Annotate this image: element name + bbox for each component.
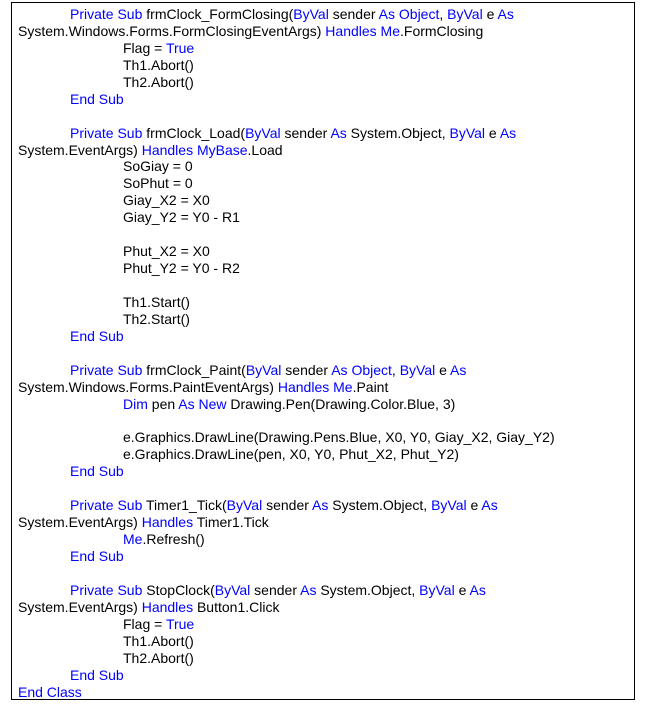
keyword-token: ByVal bbox=[245, 124, 281, 141]
code-token: .Load bbox=[247, 141, 283, 158]
code-token: Th2.Abort() bbox=[123, 649, 194, 666]
keyword-token: ByVal bbox=[449, 124, 486, 141]
code-line bbox=[18, 192, 634, 209]
code-token: Drawing.Pen(Drawing.Color.Blue, 3) bbox=[226, 395, 456, 412]
code-line bbox=[18, 446, 634, 463]
keyword-token: Private Sub bbox=[70, 581, 143, 598]
code-token: frmClock_Load( bbox=[142, 124, 246, 141]
code-token: , bbox=[439, 6, 448, 22]
code-line bbox=[18, 108, 634, 125]
code-line bbox=[18, 125, 634, 142]
keyword-token: As Object bbox=[378, 6, 440, 22]
keyword-token: ByVal bbox=[399, 361, 436, 378]
code-token: System.Object, bbox=[328, 497, 432, 514]
keyword-token: ByVal bbox=[245, 361, 282, 378]
code-token: e bbox=[454, 581, 470, 598]
code-line bbox=[18, 599, 634, 616]
code-token: sender bbox=[280, 124, 331, 141]
code-line bbox=[18, 497, 634, 514]
keyword-token: End Sub bbox=[70, 90, 124, 107]
code-token: sender bbox=[250, 581, 301, 598]
code-token: e.Graphics.DrawLine(pen, X0, Y0, Phut_X2, Phut_Y2) bbox=[123, 446, 459, 463]
code-token: sender bbox=[281, 361, 332, 378]
code-token: .Paint bbox=[352, 378, 389, 395]
keyword-token: As New bbox=[178, 395, 227, 412]
code-line bbox=[18, 548, 634, 565]
keyword-token: As bbox=[312, 497, 329, 514]
code-token: System.Object, bbox=[346, 124, 450, 141]
keyword-token: Handles Me bbox=[277, 378, 353, 395]
keyword-token: Dim bbox=[123, 395, 148, 412]
code-line bbox=[18, 158, 634, 175]
code-line bbox=[18, 616, 634, 633]
keyword-token: Handles MyBase bbox=[141, 141, 248, 158]
code-line bbox=[18, 175, 634, 192]
keyword-token: True bbox=[165, 615, 195, 632]
code-line bbox=[18, 277, 634, 294]
code-line bbox=[18, 667, 634, 684]
code-line bbox=[18, 294, 634, 311]
code-line bbox=[18, 57, 634, 74]
keyword-token: Handles bbox=[141, 514, 194, 531]
code-token: sender bbox=[328, 6, 379, 22]
code-token: System.Object, bbox=[316, 581, 420, 598]
code-token: , bbox=[391, 361, 400, 378]
code-line bbox=[18, 311, 634, 328]
code-token: e bbox=[485, 124, 500, 141]
code-line bbox=[18, 142, 634, 159]
code-token: Flag = bbox=[123, 615, 166, 632]
code-token: Button1.Click bbox=[193, 598, 280, 615]
code-token: .FormClosing bbox=[400, 22, 484, 39]
keyword-token: ByVal bbox=[226, 497, 263, 514]
keyword-token: ByVal bbox=[293, 6, 329, 22]
code-token: pen bbox=[147, 395, 179, 412]
code-line bbox=[18, 209, 634, 226]
code-token: Flag = bbox=[123, 39, 166, 56]
code-token: Giay_X2 = X0 bbox=[123, 192, 210, 209]
code-line bbox=[18, 514, 634, 531]
keyword-token: End Sub bbox=[70, 548, 124, 564]
keyword-token: Private Sub bbox=[70, 361, 143, 378]
keyword-token: Handles Me bbox=[325, 22, 400, 39]
code-line bbox=[18, 582, 634, 599]
keyword-token: As bbox=[330, 124, 347, 141]
code-line bbox=[18, 396, 634, 413]
keyword-token: Private Sub bbox=[70, 124, 143, 141]
code-token: StopClock( bbox=[142, 581, 215, 598]
code-token: frmClock_Paint( bbox=[142, 361, 246, 378]
code-token: e bbox=[482, 6, 498, 22]
code-token: frmClock_FormClosing( bbox=[142, 6, 294, 22]
code-token: System.Windows.Forms.FormClosingEventArgs) bbox=[18, 22, 326, 39]
keyword-token: Private Sub bbox=[70, 6, 143, 22]
code-token: Th1.Abort() bbox=[123, 632, 194, 649]
code-frame bbox=[11, 2, 635, 700]
code-token: e bbox=[466, 497, 482, 514]
keyword-token: ByVal bbox=[431, 497, 467, 514]
code-token: .Refresh() bbox=[142, 531, 205, 548]
code-line bbox=[18, 243, 634, 260]
code-line bbox=[18, 74, 634, 91]
code-line bbox=[18, 40, 634, 57]
code-token: System.Windows.Forms.PaintEventArgs) bbox=[18, 378, 278, 395]
keyword-token: ByVal bbox=[214, 581, 251, 598]
keyword-token: End Sub bbox=[70, 666, 124, 683]
code-line bbox=[18, 684, 634, 701]
code-token: Phut_X2 = X0 bbox=[123, 243, 210, 260]
keyword-token: End Class bbox=[18, 683, 82, 700]
code-line bbox=[18, 328, 634, 345]
code-line bbox=[18, 633, 634, 650]
keyword-token: As bbox=[450, 361, 467, 378]
keyword-token: As bbox=[497, 6, 514, 22]
code-line bbox=[18, 362, 634, 379]
keyword-token: As bbox=[481, 497, 498, 514]
keyword-token: ByVal bbox=[447, 6, 483, 22]
code-token: sender bbox=[262, 497, 313, 514]
code-token: Th2.Start() bbox=[123, 310, 190, 327]
code-token: e bbox=[435, 361, 451, 378]
code-listing bbox=[18, 6, 634, 700]
keyword-token: Private Sub bbox=[70, 497, 143, 514]
code-token: SoGiay = 0 bbox=[123, 158, 193, 175]
code-line bbox=[18, 463, 634, 480]
code-token: Th2.Abort() bbox=[123, 73, 194, 90]
code-token: Giay_Y2 = Y0 - R1 bbox=[123, 209, 240, 226]
keyword-token: End Sub bbox=[70, 463, 124, 480]
keyword-token: As bbox=[300, 581, 317, 598]
code-line bbox=[18, 429, 634, 446]
code-token: Timer1.Tick bbox=[193, 514, 269, 531]
code-token: System.EventArgs) bbox=[18, 598, 142, 615]
code-line bbox=[18, 480, 634, 497]
code-token: System.EventArgs) bbox=[18, 141, 142, 158]
code-token: Th1.Abort() bbox=[123, 56, 194, 73]
keyword-token: Me bbox=[123, 531, 143, 548]
code-line bbox=[18, 226, 634, 243]
code-token: e.Graphics.DrawLine(Drawing.Pens.Blue, X0, Y0, Giay_X2, Giay_Y2) bbox=[123, 429, 555, 446]
code-token: System.EventArgs) bbox=[18, 514, 142, 531]
code-line bbox=[18, 650, 634, 667]
code-line bbox=[18, 6, 634, 23]
keyword-token: ByVal bbox=[419, 581, 455, 598]
code-line bbox=[18, 260, 634, 277]
code-token: Th1.Start() bbox=[123, 293, 190, 310]
keyword-token: As bbox=[499, 124, 517, 141]
code-line bbox=[18, 23, 634, 40]
keyword-token: As bbox=[469, 581, 486, 598]
code-line bbox=[18, 413, 634, 430]
keyword-token: As Object bbox=[331, 361, 392, 378]
keyword-token: End Sub bbox=[70, 327, 124, 344]
code-line bbox=[18, 345, 634, 362]
code-token: Phut_Y2 = Y0 - R2 bbox=[123, 260, 240, 277]
code-token: Timer1_Tick( bbox=[142, 497, 227, 514]
code-line bbox=[18, 565, 634, 582]
keyword-token: True bbox=[165, 39, 195, 56]
code-line bbox=[18, 379, 634, 396]
keyword-token: Handles bbox=[141, 598, 194, 615]
code-token: SoPhut = 0 bbox=[123, 175, 193, 192]
code-line bbox=[18, 91, 634, 108]
code-line bbox=[18, 531, 634, 548]
